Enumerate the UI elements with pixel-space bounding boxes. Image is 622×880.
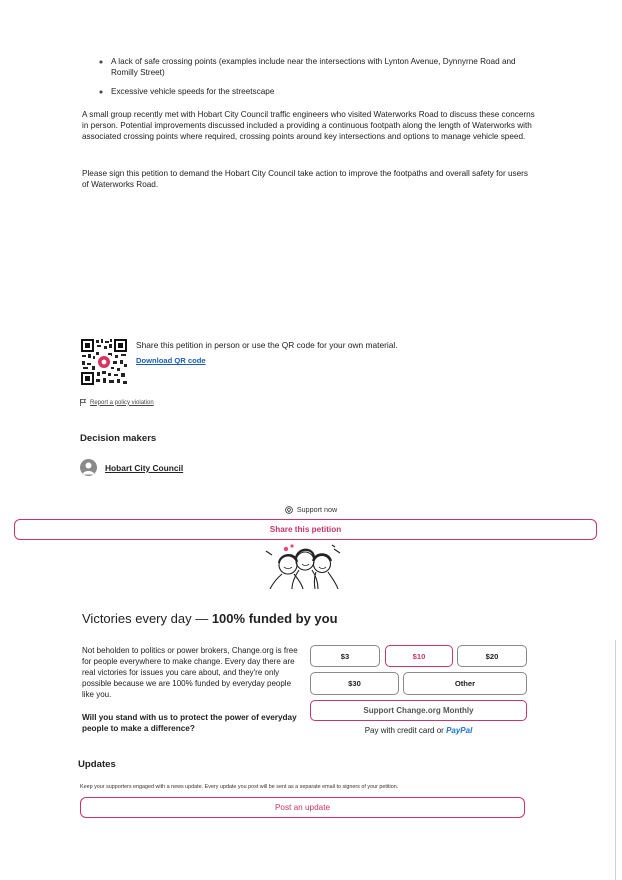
victories-heading — [82, 611, 338, 626]
report-link[interactable]: Report a policy violation — [90, 399, 154, 406]
paypal-link[interactable]: PayPal — [446, 726, 473, 735]
amount-30-button[interactable]: $30 — [310, 672, 399, 695]
share-petition-button[interactable]: Share this petition — [14, 519, 597, 540]
support-icon — [285, 506, 293, 514]
pay-with-label: Pay with credit card or — [364, 726, 444, 735]
decision-maker-name[interactable]: Hobart City Council — [105, 463, 184, 473]
updates-title: Updates — [78, 759, 116, 770]
petition-paragraph: Please sign this petition to demand the Hobart City Council take action to improve the footpaths and overall safety for users of Waterworks Road. — [82, 169, 529, 189]
people-illustration — [262, 543, 344, 589]
decision-makers-title: Decision makers — [80, 433, 157, 444]
petition-bullet: ◦ Excessive vehicle speeds for the streetscape — [111, 86, 541, 97]
support-monthly-button[interactable]: Support Change.org Monthly — [310, 700, 527, 721]
petition-paragraph: A small group recently met with Hobart City Council traffic engineers who visited Waterworks Road to discuss these concerns in person. Potential improvements discussed included a providing a continuous footpath along the length of Waterworks with associated crossing points where required, crossing points around key intersections and options to manage vehicle speed. — [82, 110, 535, 141]
victories-pitch: Not beholden to politics or power brokers, Change.org is free for people everywhere to make change. Every day there are real victories for issues you care about, and they're only possible because we are 100% funded by everyday people like you. — [82, 646, 298, 699]
petition-bullet-list — [95, 56, 541, 105]
avatar — [80, 459, 97, 476]
qr-share-text: Share this petition in person or use the QR code for your own material. — [136, 340, 398, 350]
user-icon — [80, 459, 97, 476]
updates-description: Keep your supporters engaged with a news update. Every update you post will be sent as a separate email to signers of your petition. — [80, 784, 399, 790]
amount-20-button[interactable]: $20 — [457, 645, 527, 667]
amount-other-button[interactable]: Other — [403, 672, 527, 695]
amount-3-button[interactable]: $3 — [310, 645, 380, 667]
support-now-label: Support now — [296, 505, 338, 514]
flag-icon — [80, 399, 86, 406]
victories-heading-plain: Victories every day — — [82, 611, 209, 626]
victories-question: Will you stand with us to protect the power of everyday people to make a difference? — [82, 713, 297, 733]
support-now[interactable] — [0, 505, 622, 514]
report-policy-violation[interactable] — [80, 399, 154, 406]
download-qr-link[interactable]: Download QR code — [136, 356, 206, 365]
victories-heading-bold: 100% funded by you — [211, 611, 338, 626]
qr-code — [80, 338, 128, 386]
petition-bullet: ◦ A lack of safe crossing points (examples include near the intersections with Lynton Avenue, Dynnyrne Road and Romilly Street) — [111, 56, 541, 78]
amount-10-button[interactable]: $10 — [385, 645, 453, 667]
pay-with-text — [310, 726, 527, 735]
page-edge-divider — [615, 640, 616, 880]
post-update-button[interactable]: Post an update — [80, 797, 525, 818]
